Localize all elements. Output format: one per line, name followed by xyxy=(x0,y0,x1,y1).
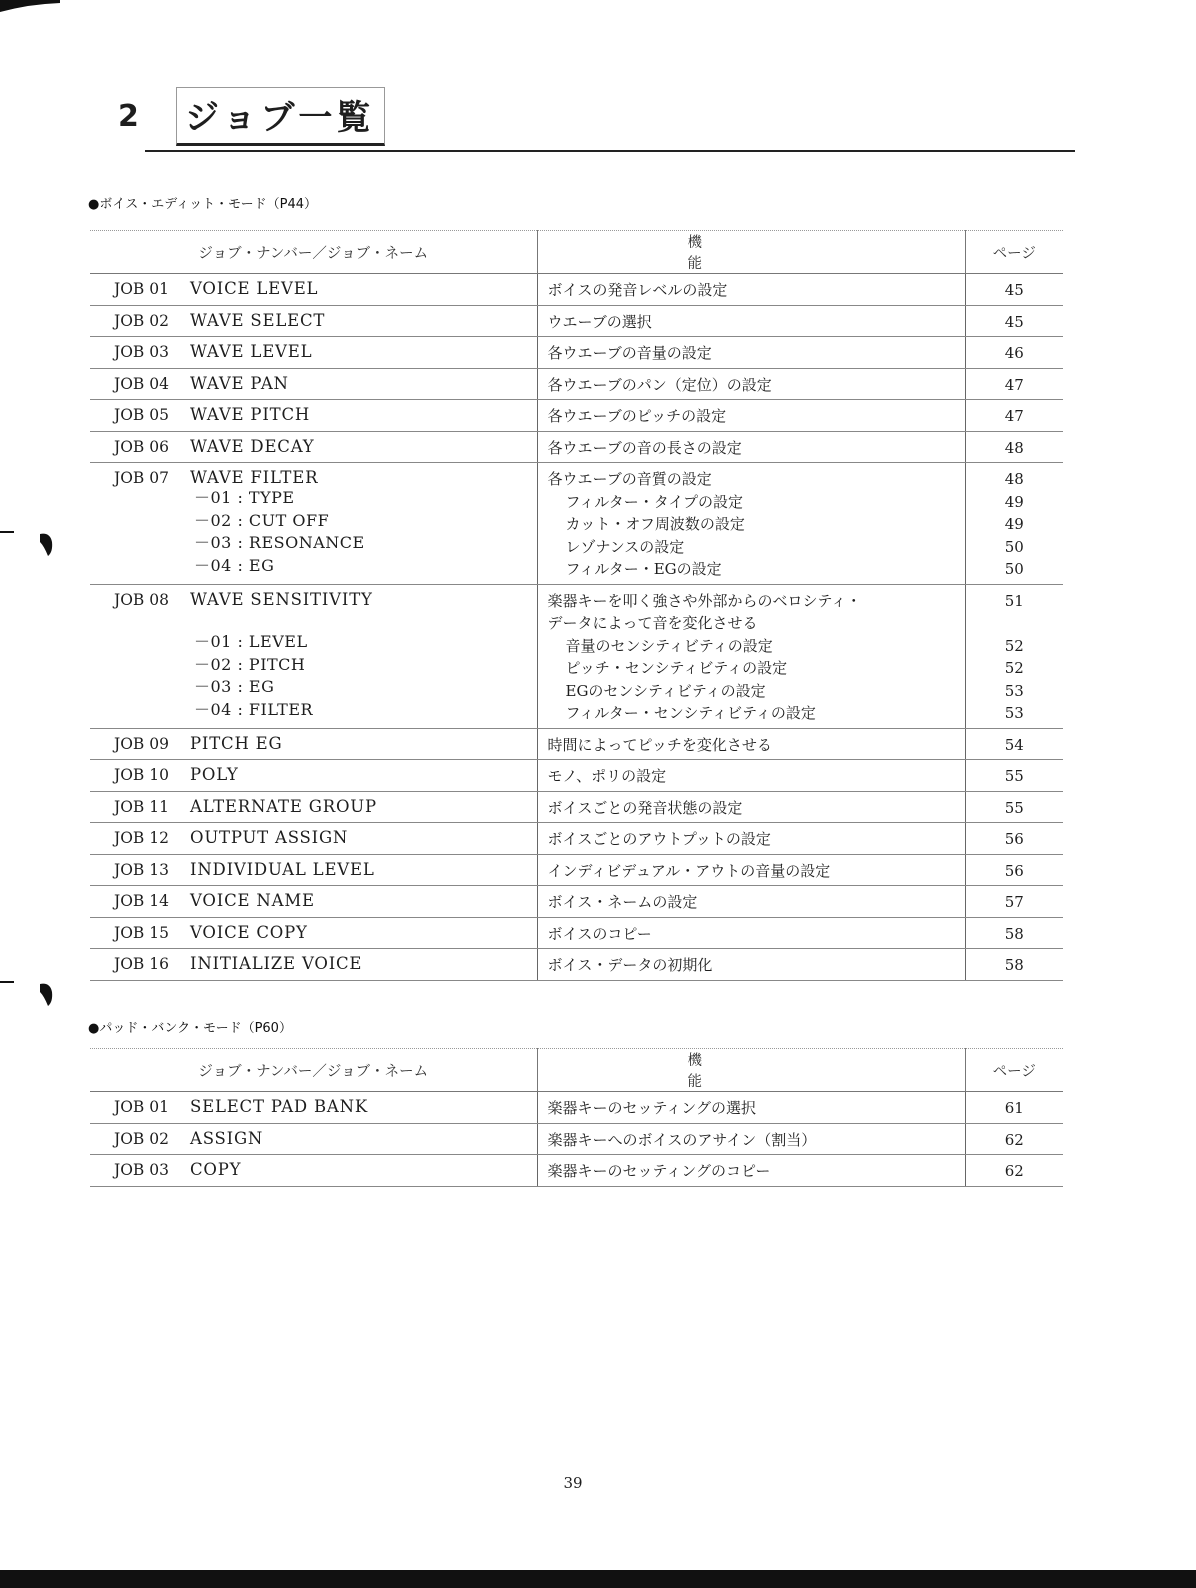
job-number: JOB 04 xyxy=(114,374,169,393)
page-ref: 47 xyxy=(1004,375,1024,394)
job-cell xyxy=(90,368,537,400)
job-cell xyxy=(90,791,537,823)
page-ref: 55 xyxy=(1004,798,1024,817)
job-number: JOB 07 xyxy=(114,469,169,487)
page-ref: 52 xyxy=(1004,636,1024,655)
function-line: ボイスの発音レベルの設定 xyxy=(547,281,728,299)
table-row xyxy=(90,917,1063,949)
function-line: ボイスごとの発音状態の設定 xyxy=(547,798,743,817)
function-cell xyxy=(537,584,965,728)
page-ref: 46 xyxy=(1004,344,1024,362)
job-number: JOB 01 xyxy=(114,280,169,298)
function-cell xyxy=(537,305,965,337)
job-cell xyxy=(90,1092,537,1124)
function-cell xyxy=(537,463,965,585)
job-number: JOB 05 xyxy=(114,406,169,424)
column-header-name: ジョブ・ナンバー／ジョブ・ネーム xyxy=(90,231,537,274)
page-cell xyxy=(965,1092,1063,1124)
chapter-number: 2 xyxy=(118,98,139,134)
sub-job: －01 : LEVEL xyxy=(194,632,308,651)
page-ref: 61 xyxy=(1004,1099,1024,1117)
job-cell xyxy=(90,274,537,306)
page-cell xyxy=(965,1123,1063,1155)
function-cell xyxy=(537,1092,965,1124)
job-cell xyxy=(90,1155,537,1187)
page-ref: 62 xyxy=(1004,1162,1024,1180)
job-cell xyxy=(90,760,537,792)
function-cell xyxy=(537,949,965,981)
function-line: 時間によってピッチを変化させる xyxy=(547,735,772,754)
sub-job: －02 : PITCH xyxy=(194,654,306,674)
job-name: VOICE COPY xyxy=(190,922,308,942)
title-rule xyxy=(145,150,1075,152)
function-line: フィルター・EGの設定 xyxy=(565,560,722,578)
page-ref: 58 xyxy=(1004,924,1024,943)
job-cell xyxy=(90,463,537,585)
job-name: WAVE PAN xyxy=(190,373,289,393)
margin-scan-mark xyxy=(0,528,60,558)
page-ref: 48 xyxy=(1004,470,1024,488)
page-cell xyxy=(965,1155,1063,1187)
table-row xyxy=(90,463,1063,585)
job-number: JOB 13 xyxy=(114,860,169,879)
job-number: JOB 02 xyxy=(114,1129,169,1148)
table-row xyxy=(90,823,1063,855)
job-name: OUTPUT ASSIGN xyxy=(190,828,349,847)
table-row xyxy=(90,760,1063,792)
page-cell xyxy=(965,400,1063,432)
page-cell xyxy=(965,368,1063,400)
table-row xyxy=(90,791,1063,823)
page-ref: 54 xyxy=(1004,735,1024,754)
sub-job: －03 : RESONANCE xyxy=(194,533,365,552)
job-number: JOB 09 xyxy=(114,734,169,753)
table-row xyxy=(90,728,1063,760)
job-name: POLY xyxy=(190,765,239,784)
page-ref: 55 xyxy=(1004,767,1024,785)
job-cell xyxy=(90,337,537,369)
page-cell xyxy=(965,463,1063,585)
job-cell xyxy=(90,949,537,981)
job-cell xyxy=(90,305,537,337)
table-header-row xyxy=(90,231,1063,274)
job-name: WAVE LEVEL xyxy=(190,342,313,361)
spacer xyxy=(114,609,537,632)
page-ref: 51 xyxy=(1004,591,1024,610)
page-ref: 56 xyxy=(1004,830,1024,848)
page-ref: 50 xyxy=(1004,560,1024,578)
page-ref: 45 xyxy=(1004,281,1024,299)
table-row xyxy=(90,584,1063,728)
function-line: ボイスごとのアウトプットの設定 xyxy=(547,830,771,848)
page-number: 39 xyxy=(563,1474,583,1492)
job-cell xyxy=(90,1123,537,1155)
job-name: WAVE SELECT xyxy=(190,310,326,330)
function-line: 各ウエーブの音質の設定 xyxy=(547,470,712,488)
job-number: JOB 12 xyxy=(114,829,169,847)
table-row xyxy=(90,1155,1063,1187)
table-row xyxy=(90,431,1063,463)
job-number: JOB 10 xyxy=(114,766,169,784)
voice-edit-section-label: ●ボイス・エディット・モード（P44） xyxy=(88,197,318,212)
function-cell xyxy=(537,368,965,400)
function-cell xyxy=(537,1123,965,1155)
job-cell xyxy=(90,886,537,918)
function-line: カット・オフ周波数の設定 xyxy=(565,515,745,533)
function-cell xyxy=(537,431,965,463)
function-line: 各ウエーブのパン（定位）の設定 xyxy=(547,375,772,394)
table-row xyxy=(90,368,1063,400)
page-ref: 50 xyxy=(1004,537,1024,556)
function-cell xyxy=(537,886,965,918)
column-header-page: ページ xyxy=(965,1049,1063,1092)
job-name: SELECT PAD BANK xyxy=(190,1097,369,1116)
table-row xyxy=(90,305,1063,337)
job-number: JOB 15 xyxy=(114,923,169,942)
job-name: VOICE NAME xyxy=(190,891,315,910)
job-number: JOB 03 xyxy=(114,1161,169,1179)
job-cell xyxy=(90,431,537,463)
job-cell xyxy=(90,400,537,432)
sub-job: －01 : TYPE xyxy=(194,488,295,507)
page-cell xyxy=(965,337,1063,369)
table-row xyxy=(90,854,1063,886)
scan-bottom-edge xyxy=(0,1570,1196,1588)
sub-job: －04 : EG xyxy=(194,555,275,575)
job-name: WAVE SENSITIVITY xyxy=(190,589,373,609)
page-ref: 53 xyxy=(1004,681,1024,700)
function-line: 楽器キーを叩く強さや外部からのベロシティ・ xyxy=(547,591,862,610)
job-number: JOB 16 xyxy=(114,955,169,973)
page-ref: 49 xyxy=(1004,492,1024,511)
function-cell xyxy=(537,854,965,886)
job-name: INITIALIZE VOICE xyxy=(190,954,363,973)
function-line: フィルター・センシティビティの設定 xyxy=(565,704,816,722)
function-line: 各ウエーブの音の長さの設定 xyxy=(547,438,742,457)
page-cell xyxy=(965,274,1063,306)
job-name: PITCH EG xyxy=(190,733,283,753)
table-row xyxy=(90,274,1063,306)
function-line: インディビデュアル・アウトの音量の設定 xyxy=(547,861,831,880)
table-row xyxy=(90,400,1063,432)
function-line: ピッチ・センシティビティの設定 xyxy=(565,659,788,677)
job-cell xyxy=(90,728,537,760)
job-number: JOB 08 xyxy=(114,590,169,609)
page-cell xyxy=(965,823,1063,855)
page-cell xyxy=(965,728,1063,760)
page-ref: 58 xyxy=(1004,956,1024,974)
table-row xyxy=(90,949,1063,981)
job-name: WAVE FILTER xyxy=(190,468,319,487)
function-line: 楽器キーへのボイスのアサイン（割当） xyxy=(547,1130,817,1149)
table-header-row xyxy=(90,1049,1063,1092)
column-header-function: 機 能 xyxy=(537,1049,965,1092)
table-row xyxy=(90,886,1063,918)
chapter-heading xyxy=(118,86,385,146)
column-header-function: 機 能 xyxy=(537,231,965,274)
page-cell xyxy=(965,791,1063,823)
function-cell xyxy=(537,274,965,306)
function-cell xyxy=(537,760,965,792)
page-ref: 62 xyxy=(1004,1130,1024,1149)
job-name: INDIVIDUAL LEVEL xyxy=(190,859,375,879)
function-cell xyxy=(537,728,965,760)
job-cell xyxy=(90,823,537,855)
page-ref: 52 xyxy=(1004,659,1024,677)
voice-edit-job-table xyxy=(90,230,1063,981)
column-header-page: ページ xyxy=(965,231,1063,274)
job-number: JOB 02 xyxy=(114,311,169,330)
function-line: EGのセンシティビティの設定 xyxy=(565,681,766,700)
page-cell xyxy=(965,917,1063,949)
function-cell xyxy=(537,823,965,855)
page-ref: 53 xyxy=(1004,704,1024,722)
table-row xyxy=(90,1092,1063,1124)
corner-scan-mark xyxy=(0,0,60,14)
job-cell xyxy=(90,584,537,728)
page-cell xyxy=(965,305,1063,337)
function-cell xyxy=(537,337,965,369)
function-cell xyxy=(537,400,965,432)
job-name: WAVE DECAY xyxy=(190,436,315,456)
function-line: ボイス・データの初期化 xyxy=(547,956,713,974)
table-row xyxy=(90,1123,1063,1155)
function-cell xyxy=(537,1155,965,1187)
page-ref: 48 xyxy=(1004,438,1024,457)
function-line: 各ウエーブの音量の設定 xyxy=(547,344,712,362)
function-line: フィルター・タイプの設定 xyxy=(565,492,743,511)
job-number: JOB 01 xyxy=(114,1098,169,1116)
function-line: 楽器キーのセッティングのコピー xyxy=(547,1162,771,1180)
page-cell xyxy=(965,431,1063,463)
sub-job: －02 : CUT OFF xyxy=(194,510,330,530)
page-ref: 57 xyxy=(1004,893,1024,911)
function-line: 各ウエーブのピッチの設定 xyxy=(547,407,727,425)
job-name: WAVE PITCH xyxy=(190,405,311,424)
page-ref: 45 xyxy=(1004,312,1024,331)
chapter-title: ジョブ一覧 xyxy=(176,87,385,146)
function-line: 楽器キーのセッティングの選択 xyxy=(547,1099,757,1117)
function-line: 音量のセンシティビティの設定 xyxy=(565,636,773,655)
pad-bank-rows xyxy=(90,1092,1063,1187)
function-cell xyxy=(537,917,965,949)
voice-edit-rows xyxy=(90,274,1063,981)
function-line: ボイスのコピー xyxy=(547,924,652,943)
job-name: ASSIGN xyxy=(190,1128,264,1148)
function-line: ボイス・ネームの設定 xyxy=(547,893,698,911)
function-cell xyxy=(537,791,965,823)
function-line: ウエーブの選択 xyxy=(547,312,652,331)
job-cell xyxy=(90,917,537,949)
spacer xyxy=(966,612,1064,635)
page-ref: 56 xyxy=(1004,861,1024,880)
page-cell xyxy=(965,886,1063,918)
function-line: レゾナンスの設定 xyxy=(565,537,685,556)
job-number: JOB 14 xyxy=(114,892,169,910)
job-name: COPY xyxy=(190,1160,242,1179)
page-cell xyxy=(965,949,1063,981)
page-ref: 49 xyxy=(1004,515,1024,533)
sub-job: －03 : EG xyxy=(194,677,275,696)
job-name: VOICE LEVEL xyxy=(190,279,319,298)
table-row xyxy=(90,337,1063,369)
pad-bank-section-label: ●パッド・バンク・モード（P60） xyxy=(88,1021,292,1036)
job-name: ALTERNATE GROUP xyxy=(190,796,377,816)
pad-bank-job-table xyxy=(90,1048,1063,1187)
column-header-name: ジョブ・ナンバー／ジョブ・ネーム xyxy=(90,1049,537,1092)
function-line: データによって音を変化させる xyxy=(547,614,758,632)
page-cell xyxy=(965,584,1063,728)
function-line: モノ、ポリの設定 xyxy=(547,767,667,785)
sub-job: －04 : FILTER xyxy=(194,699,314,719)
page-cell xyxy=(965,854,1063,886)
job-cell xyxy=(90,854,537,886)
margin-scan-mark xyxy=(0,978,60,1008)
page-ref: 47 xyxy=(1004,407,1024,425)
job-number: JOB 11 xyxy=(114,797,169,816)
page-cell xyxy=(965,760,1063,792)
job-number: JOB 03 xyxy=(114,343,169,361)
job-number: JOB 06 xyxy=(114,437,169,456)
